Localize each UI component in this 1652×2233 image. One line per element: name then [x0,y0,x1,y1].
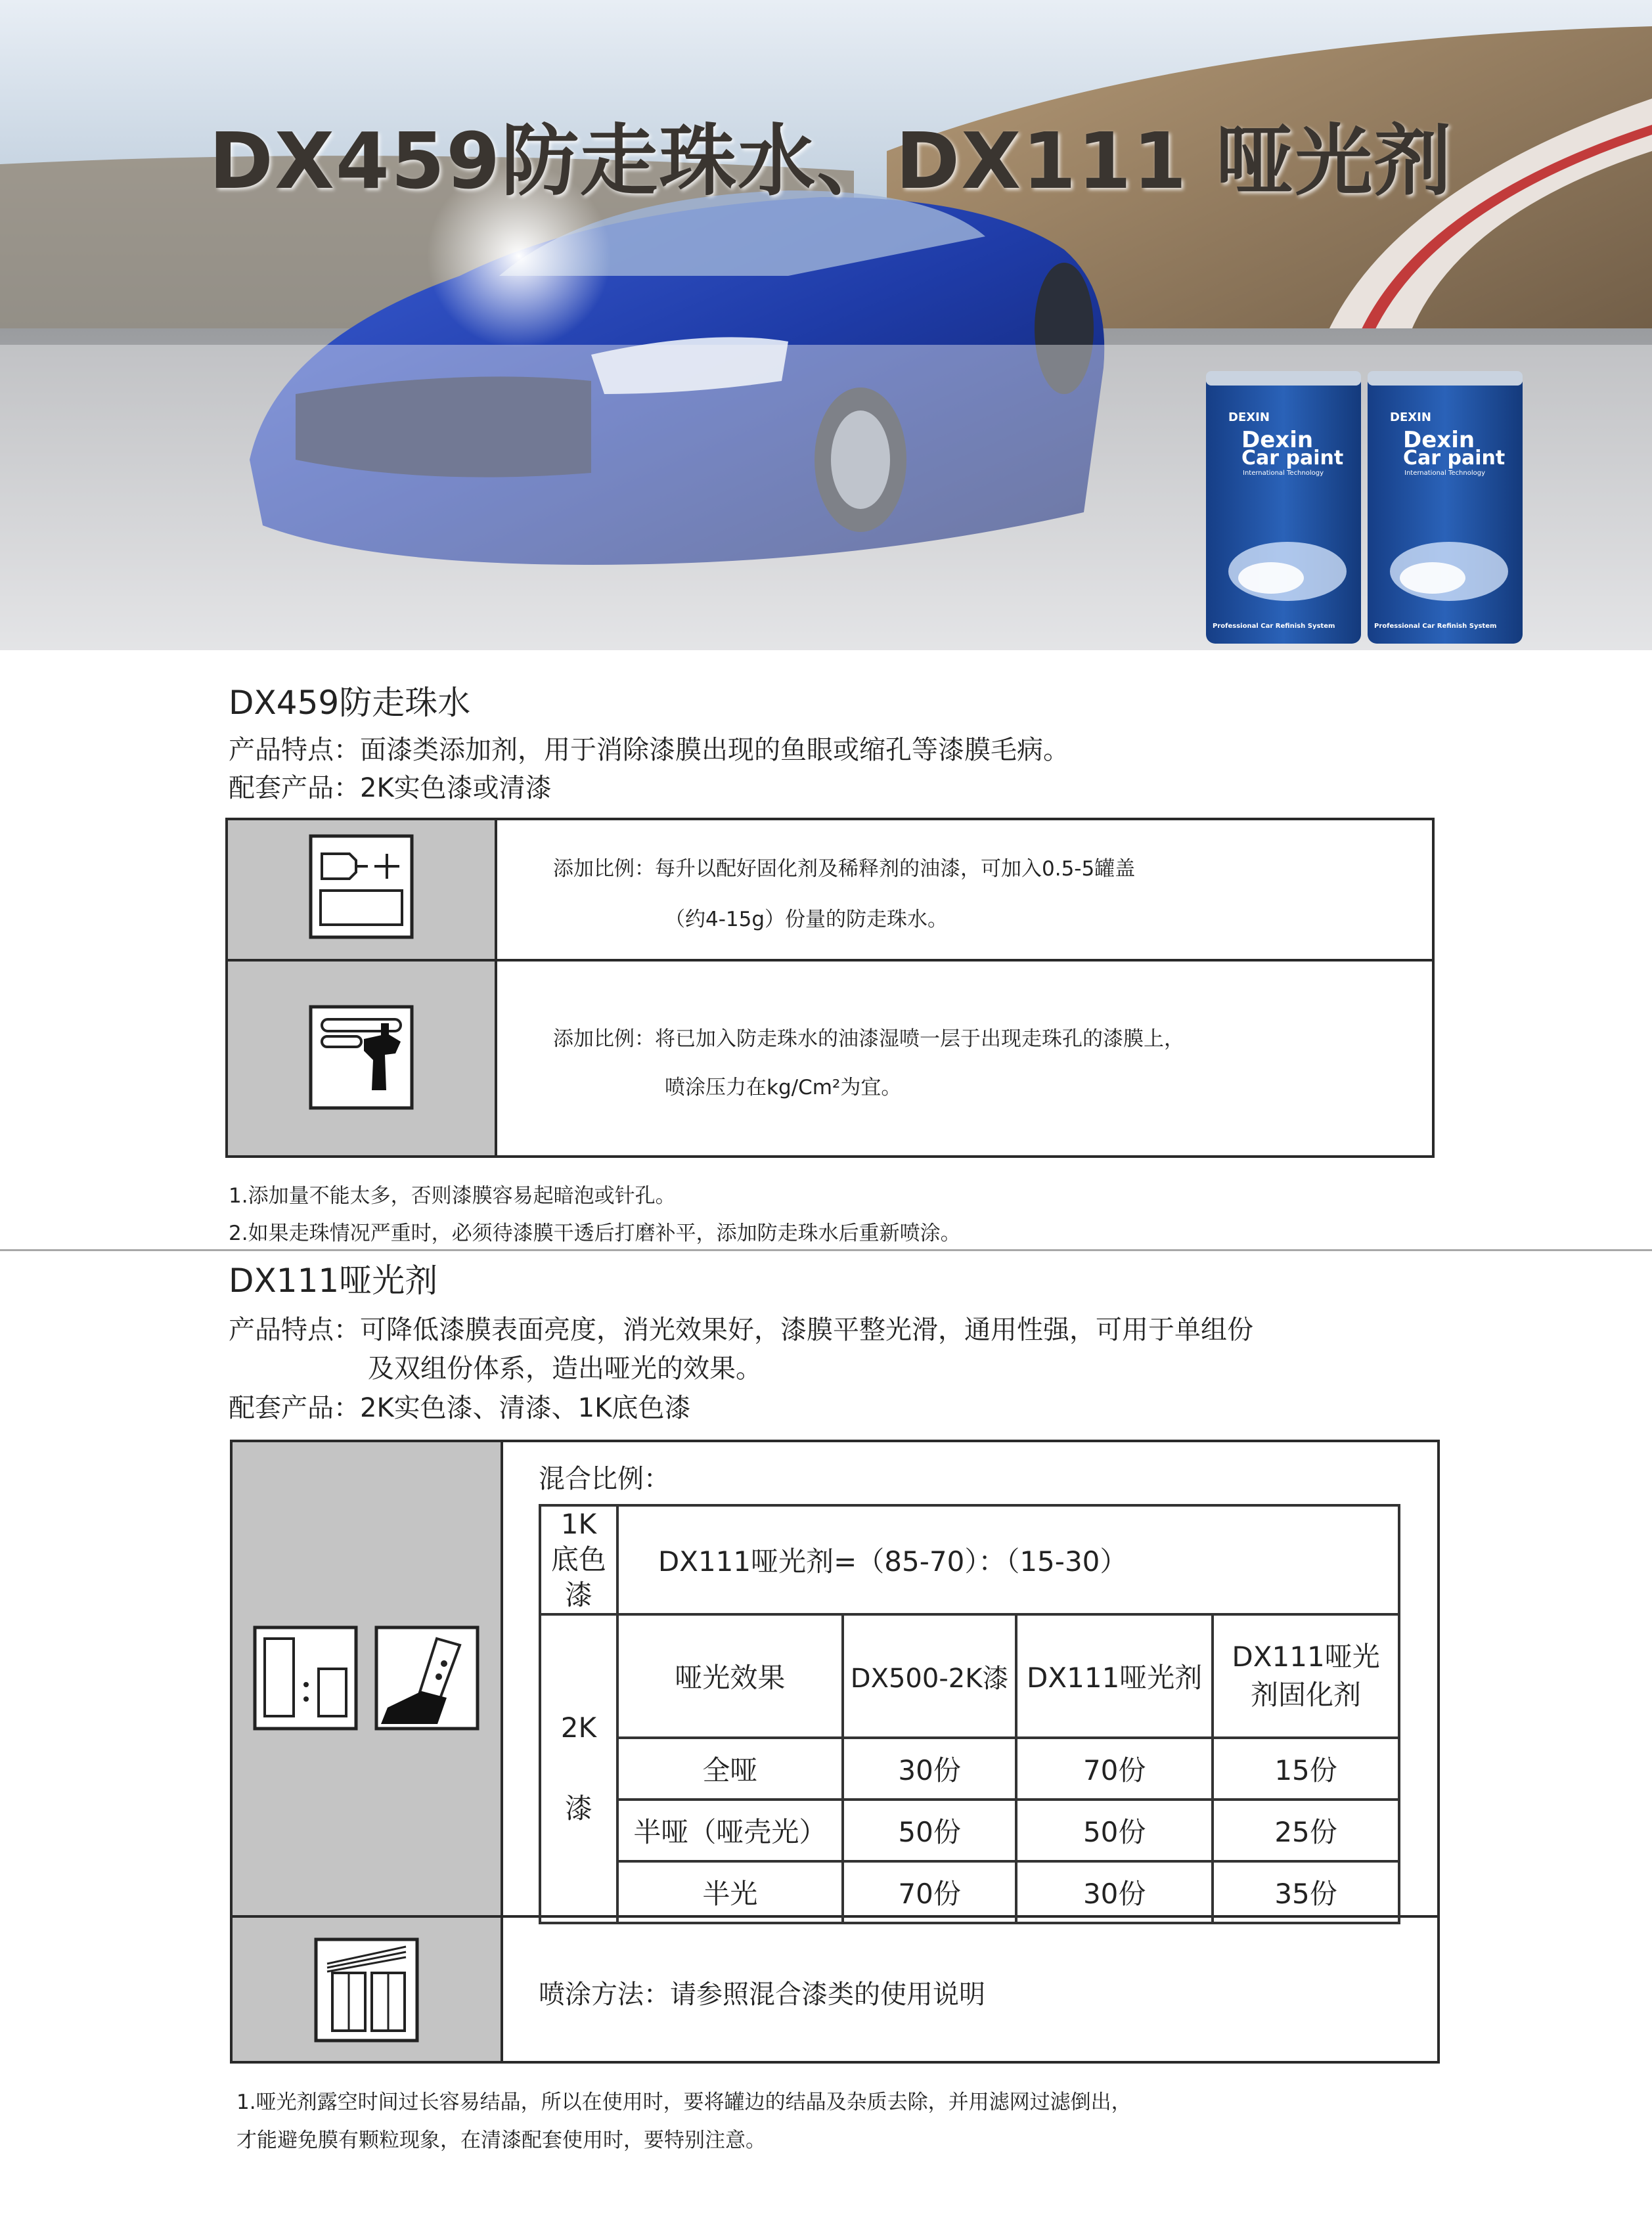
onek-row [540,1505,1399,1614]
stir-stick-icon [374,1625,480,1731]
onek-label: 1K底色漆 [550,1508,606,1611]
can-brand-line1: Dexin [1241,427,1314,453]
row-divider [228,959,1432,962]
dx459-row2-line1: 添加比例：将已加入防走珠水的油漆湿喷一层于出现走珠孔的漆膜上， [553,1027,1184,1051]
dx111-note-2: 才能避免膜有颗粒现象，在清漆配套使用时，要特别注意。 [236,2129,766,2152]
table-cell: 15份 [1213,1738,1399,1800]
twok-label-line2: 漆 [564,1792,592,1824]
dx111-feature-line1: 产品特点：可降低漆膜表面亮度，消光效果好，漆膜平整光滑，通用性强，可用于单组份 [229,1315,1253,1345]
table-cell: 50份 [1016,1800,1213,1861]
table-cell: 30份 [843,1738,1016,1800]
table-cell: 50份 [843,1800,1016,1861]
spray-booth-icon [314,1937,419,2043]
table-row [540,1738,1399,1800]
dx459-matching: 配套产品：2K实色漆或清漆 [229,773,552,803]
onek-formula: DX111哑光剂=（85-70）：（15-30） [617,1505,1399,1614]
table-row [540,1800,1399,1861]
twok-label-line1: 2K [560,1711,597,1744]
can-brand-line2: Car paint [1241,447,1344,470]
column-divider [495,820,497,1155]
col-header-hardener [1213,1614,1399,1738]
dx459-note-1: 1.添加量不能太多，否则漆膜容易起暗泡或针孔。 [229,1184,676,1208]
dx459-feature: 产品特点：面漆类添加剂，用于消除漆膜出现的鱼眼或缩孔等漆膜毛病。 [229,735,1069,765]
page-title: DX459防走珠水、DX111 哑光剂 [209,116,1453,206]
col-header: DX111哑光剂固化剂 [1232,1641,1380,1711]
dx111-matching: 配套产品：2K实色漆、清漆、1K底色漆 [229,1393,691,1423]
col-header: DX111哑光剂 [1016,1614,1213,1738]
dx459-title: DX459防走珠水 [229,684,471,722]
can-tagline: International Technology [1404,470,1486,477]
mix-ratio-label: 混合比例： [539,1464,670,1494]
onek-label-cell [540,1505,617,1614]
column-divider [501,1442,503,2061]
table-cell: 半光 [617,1861,843,1923]
mix-ratio-table [539,1504,1400,1924]
table-cell: 30份 [1016,1861,1213,1923]
table-cell: 25份 [1213,1800,1399,1861]
section-divider [0,1249,1652,1251]
table-cell: 70份 [843,1861,1016,1923]
can-footer: Professional Car Refinish System [1213,623,1335,630]
dx459-note-2: 2.如果走珠情况严重时，必须待漆膜干透后打磨补平，添加防走珠水后重新喷涂。 [229,1222,961,1245]
dx111-note-1: 1.哑光剂露空时间过长容易结晶，所以在使用时，要将罐边的结晶及杂质去除，并用滤网过滤倒出， [236,2090,1132,2114]
col-header: DX500-2K漆 [843,1614,1016,1738]
hero-scene [0,0,1652,650]
add-mix-icon [309,834,414,939]
spray-method: 喷涂方法：请参照混合漆类的使用说明 [539,1979,985,2010]
can-brand-line2: Car paint [1403,447,1506,470]
can-footer: Professional Car Refinish System [1374,623,1497,630]
twok-label-cell [540,1614,617,1923]
dx111-feature-line2: 及双组份体系，造出哑光的效果。 [368,1354,762,1384]
col-header: 哑光效果 [617,1614,843,1738]
can-brand-line1: Dexin [1403,427,1475,453]
dx459-row1-line1: 添加比例：每升以配好固化剂及稀释剂的油漆，可加入0.5-5罐盖 [553,857,1136,881]
table-cell: 35份 [1213,1861,1399,1923]
spray-gun-icon [309,1005,414,1110]
dx459-row2-line2: 喷涂压力在kg/Cm²为宜。 [665,1076,902,1099]
can-brand-small: DEXIN [1390,410,1431,424]
hero-banner [0,0,1652,650]
table-row [540,1861,1399,1923]
mixing-ratio-icon [253,1625,358,1731]
table-cell: 半哑（哑壳光） [617,1800,843,1861]
table-cell: 全哑 [617,1738,843,1800]
dx111-title: DX111哑光剂 [229,1262,438,1300]
can-brand-small: DEXIN [1228,410,1270,424]
twok-header-row [540,1614,1399,1738]
table-cell: 70份 [1016,1738,1213,1800]
can-tagline: International Technology [1243,470,1324,477]
dx459-row1-line2: （约4-15g）份量的防走珠水。 [665,908,949,931]
